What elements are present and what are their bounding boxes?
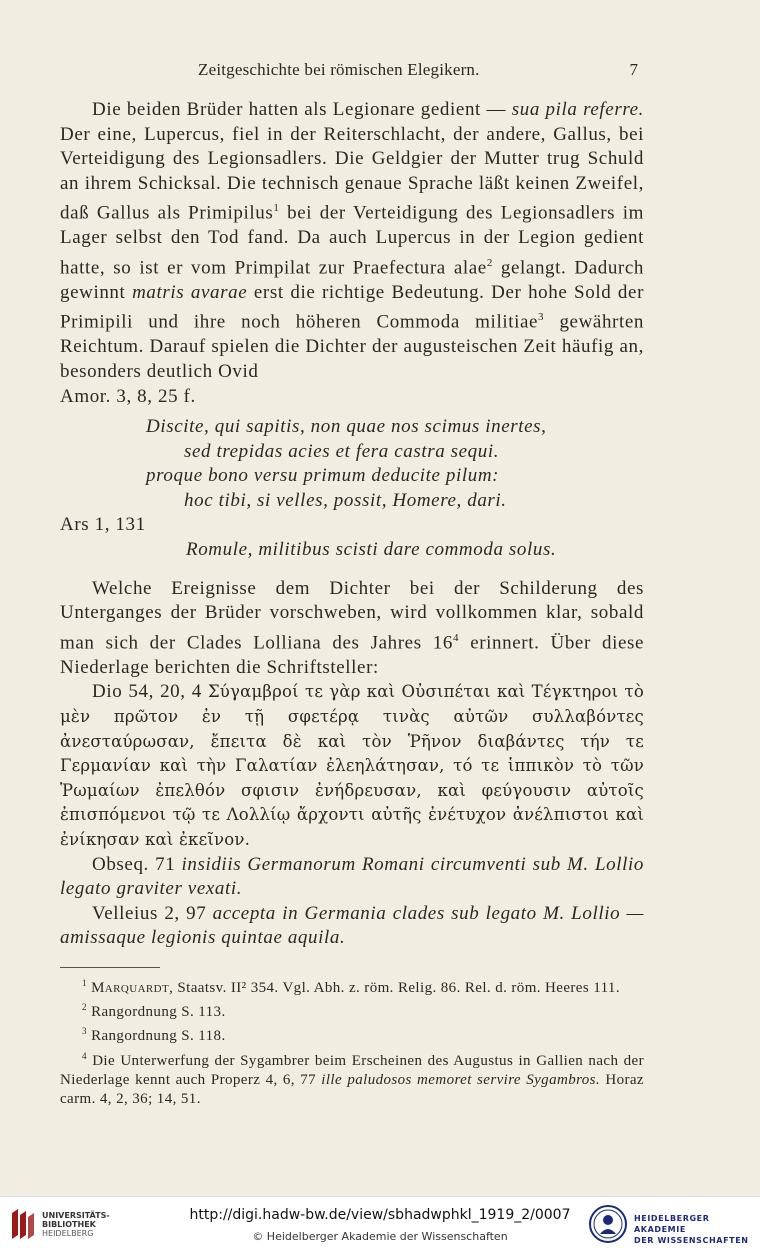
paragraph-1	[60, 98, 644, 385]
main-text	[60, 98, 644, 1109]
viewer-footer	[0, 1196, 760, 1252]
footnote-divider	[60, 967, 160, 968]
italic-text: insidiis Germanorum Romani circumventi sub M. Lollio legato graviter vexati.	[60, 853, 644, 900]
verse-quote-2: Romule, militibus scisti dare commoda solus.	[186, 539, 557, 561]
footnote-1	[60, 974, 644, 998]
footnote-ref: 4	[453, 631, 460, 644]
text: Die Unterwerfung der Sygambrer beim Erscheinen des Augustus in Gallien nach der Niederlage kennt auch Properz 4, 6, 77	[60, 1052, 644, 1088]
citation-ars: Ars 1, 131	[60, 514, 146, 536]
verse-quote-1	[60, 415, 644, 513]
library-name-line: BIBLIOTHEK	[42, 1220, 96, 1229]
verse-line: hoc tibi, si velles, possit, Homere, dari.	[184, 489, 507, 511]
academy-name	[634, 1213, 760, 1246]
source-ref: Obseq. 71	[92, 853, 182, 875]
italic-text: sua pila referre.	[511, 99, 644, 120]
footnote-mark: 4	[82, 1050, 87, 1061]
text: gelangt. Dadurch gewinnt	[60, 257, 644, 303]
italic-text: ille paludosos memoret servire Sygambros.	[321, 1071, 601, 1088]
footnote-ref: 1	[273, 202, 280, 215]
paragraph-2	[60, 577, 644, 681]
greek-text: Σύγαμβροί τε γὰρ καὶ Οὐσιπέται καὶ Τέγκτηροι τὸ μὲν πρῶτον ἐν τῇ σφετέρᾳ τινὰς αὐτῶν συλλαβόντες ἀνεσταύρωσαν, ἔπειτα δὲ καὶ τὸν Ῥῆνον διαβάντες τήν τε Γερμανίαν καὶ τὴν Γαλατίαν ἐλεηλάτησαν, τό τε ἱππικὸν τὸ τῶν Ῥωμαίων ἐπελθόν σφισιν ἐνήδρευσαν, καὶ φεύγουσιν αὐτοῖς ἐπισπόμενοι τῷ τε Λολλίῳ ἄρχοντι αὐτῆς ἐνέτυχον ἀνέλπιστοι καὶ ἐνίκησαν καὶ ἐκεῖνον.	[60, 682, 644, 849]
footnote-3	[60, 1022, 644, 1046]
footnote-4	[60, 1047, 644, 1110]
velleius-quote	[60, 902, 644, 951]
source-ref: Dio 54, 20, 4	[92, 681, 208, 703]
academy-seal-icon	[588, 1204, 628, 1244]
text: Welche Ereignisse dem Dichter bei der Schilderung des Unterganges der Brüder vorschweben, wird vollkommen klar, sobald man sich der Clades Lolliana des Jahres 16	[60, 577, 644, 654]
italic-text: matris avarae	[132, 281, 248, 303]
page-number: 7	[629, 60, 638, 79]
library-name-line: UNIVERSITÄTS-	[42, 1211, 110, 1220]
footnotes	[60, 974, 644, 1109]
italic-text: accepta in Germania clades sub legato M. Lollio — amissaque legionis quintae aquila.	[60, 902, 644, 949]
text: Horaz carm. 4, 2, 36; 14, 51.	[60, 1071, 644, 1107]
text: bei der Verteidigung des Legionsadlers im Lager selbst den Tod fand. Da auch Lupercus in der Legion gedient hatte, so ist er vom Primpilat zur Praefectura alae	[60, 202, 645, 279]
permalink-url[interactable]: http://digi.hadw-bw.de/view/sbhadwphkl_1919_2/0007	[189, 1207, 571, 1223]
dio-quote	[60, 680, 644, 852]
academy-name-line: DER WISSENSCHAFTEN	[634, 1236, 749, 1245]
citation-amor: Amor. 3, 8, 25 f.	[60, 385, 196, 407]
text: Die beiden Brüder hatten als Legionare gedient —	[92, 99, 512, 120]
text: Rangordnung S. 113.	[91, 1004, 226, 1021]
author: Marquardt	[91, 979, 170, 996]
library-name-line: HEIDELBERG	[42, 1229, 94, 1238]
footnote-ref: 3	[538, 311, 545, 324]
verse-line: sed trepidas acies et fera castra sequi.	[184, 440, 500, 462]
text: Der eine, Lupercus, fiel in der Reiterschlacht, der andere, Gallus, bei Verteidigung des Legionsadlers. Die Geldgier der Mutter trug Schuld an ihrem Schicksal. Die technisch genaue Sprache läßt keinen Zweifel, daß Gallus als Primipilus	[60, 123, 644, 224]
footnote-ref: 2	[486, 256, 493, 269]
footnote-mark: 1	[82, 977, 87, 988]
source-ref: Velleius 2, 97	[92, 902, 213, 924]
verse-line: proque bono versu primum deducite pilum:	[146, 465, 500, 487]
footnote-2	[60, 998, 644, 1022]
footnote-mark: 3	[82, 1026, 87, 1037]
running-header	[60, 60, 660, 88]
text: , Staatsv. II² 354. Vgl. Abh. z. röm. Relig. 86. Rel. d. röm. Heeres 111.	[169, 979, 620, 996]
text: erst die richtige Bedeutung. Der hohe Sold der Primipili und ihre noch höheren Commoda militiae	[60, 281, 644, 333]
running-title: Zeitgeschichte bei römischen Elegikern.	[198, 60, 480, 79]
text: erinnert. Über diese Niederlage berichten die Schriftsteller:	[60, 632, 645, 678]
verse-line: Discite, qui sapitis, non quae nos scimus inertes,	[146, 416, 547, 438]
obsequens-quote	[60, 853, 644, 902]
text: Rangordnung S. 118.	[91, 1028, 226, 1045]
academy-name-line: HEIDELBERGER AKADEMIE	[634, 1214, 710, 1234]
text: gewährten Reichtum. Darauf spielen die Dichter der augusteischen Zeit häufig an, besonders deutlich Ovid	[60, 311, 644, 382]
copyright-notice: © Heidelberger Akademie der Wissenschaften	[252, 1230, 508, 1243]
footnote-mark: 2	[82, 1002, 87, 1013]
